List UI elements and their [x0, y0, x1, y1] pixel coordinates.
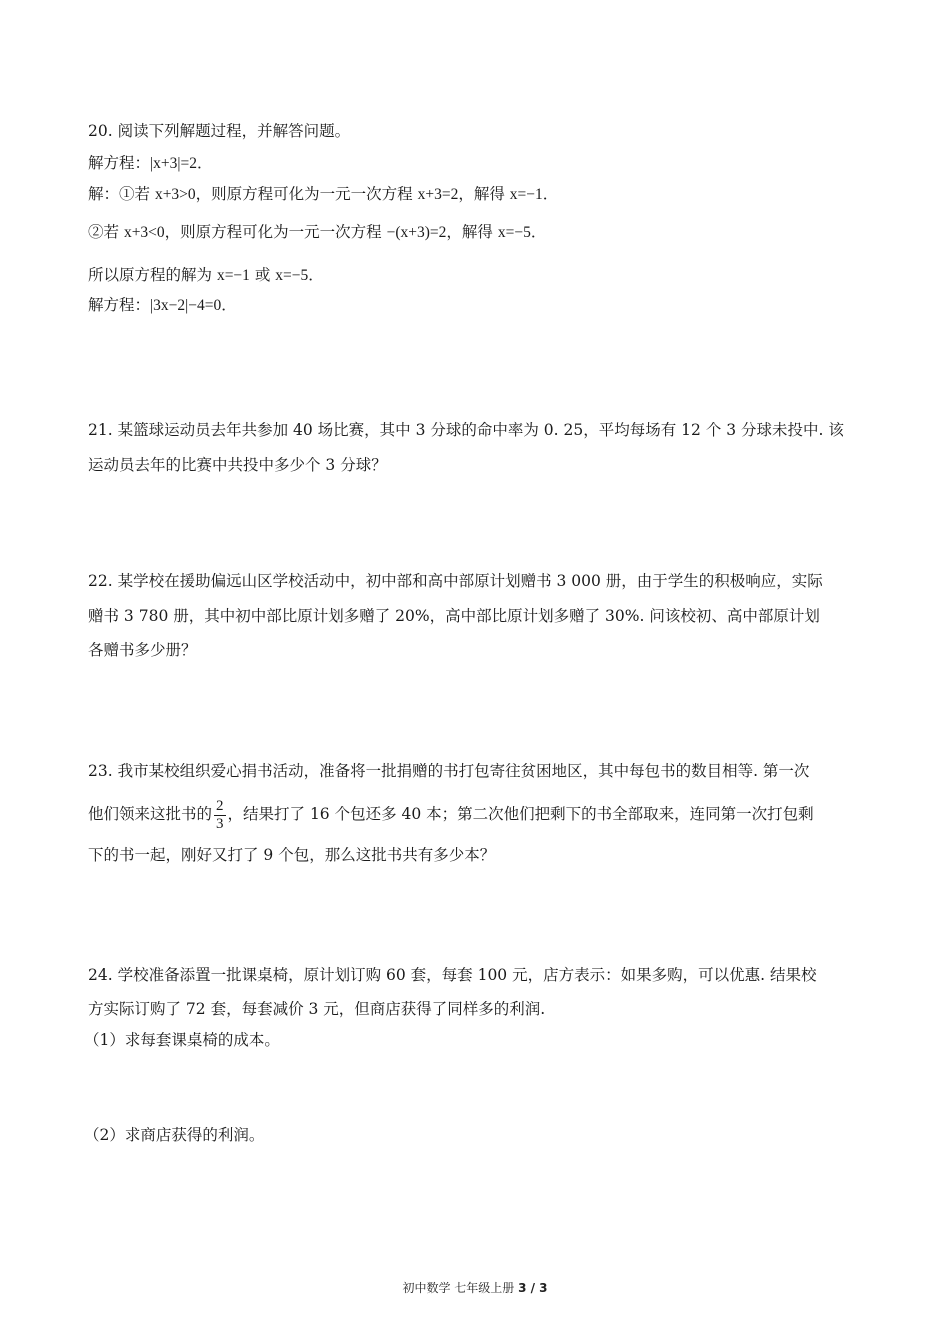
q21-line-1: 21. 某篮球运动员去年共参加 40 场比赛，其中 3 分球的命中率为 0. 25，平均每场有 12 个 3 分球未投中. 该: [88, 421, 844, 439]
q20-case1-result: x=−1．: [509, 186, 559, 203]
footer-label: 初中数学 七年级上册: [402, 1281, 519, 1295]
q20-example-prefix: 解方程：: [88, 154, 151, 172]
q20-case2-solve: ，解得: [446, 223, 498, 241]
q20-example: [88, 153, 212, 174]
q23-line-3: 下的书一起，刚好又打了 9 个包，那么这批书共有多少本？: [88, 846, 496, 864]
q20-case1-prefix: 解：①若: [88, 185, 155, 203]
q20-task-prefix: 解方程：: [88, 296, 151, 314]
q20-conclusion-prefix: 所以原方程的解为: [88, 266, 217, 284]
q24-part-1: （1）求每套课桌椅的成本。: [84, 1031, 280, 1049]
q20-conclusion-b: x=−5．: [275, 267, 324, 284]
q24-line-1: 24. 学校准备添置一批课桌椅，原计划订购 60 套，每套 100 元，店方表示：如果多购，可以优惠. 结果校: [88, 966, 817, 984]
q20-case2: [88, 222, 546, 243]
q23-line-2-suffix: ，结果打了 16 个包还多 40 本；第二次他们把剩下的书全部取来，连同第一次打包剩: [227, 805, 814, 823]
q20-case2-result: x=−5．: [497, 224, 547, 241]
fraction-numerator: 2: [216, 797, 224, 814]
q20-example-equation: |x+3|=2．: [150, 155, 213, 172]
q20-conclusion-a: x=−1: [216, 267, 250, 284]
q23-line-2-prefix: 他们领来这批书的: [88, 805, 213, 823]
q20-case1: [88, 184, 558, 205]
q22-line-3: 各赠书多少册？: [88, 641, 197, 659]
page-footer: [0, 1279, 950, 1296]
q20-task: [88, 295, 237, 316]
q21-line-2: 运动员去年的比赛中共投中多少个 3 分球？: [88, 456, 387, 474]
q20-case1-equation: x+3=2: [417, 186, 459, 203]
q20-case2-mid: ，则原方程可化为一元一次方程: [164, 223, 387, 241]
q24-part-2: （2）求商店获得的利润。: [84, 1126, 265, 1144]
q20-title: 20. 阅读下列解题过程，并解答问题。: [88, 122, 351, 140]
q23-line-1: 23. 我市某校组织爱心捐书活动，准备将一批捐赠的书打包寄往贫困地区，其中每包书的数目相等. 第一次: [88, 762, 810, 780]
q20-case2-equation: −(x+3)=2: [386, 224, 447, 241]
q22-line-1: 22. 某学校在援助偏远山区学校活动中，初中部和高中部原计划赠书 3 000 册，由于学生的积极响应，实际: [88, 572, 823, 590]
q20-case1-mid: ，则原方程可化为一元一次方程: [195, 185, 418, 203]
q20-conclusion-or: 或: [249, 266, 276, 284]
q20-case1-solve: ，解得: [458, 185, 510, 203]
page-number: 3 / 3: [518, 1281, 548, 1295]
q23-line-2: [88, 794, 814, 834]
q22-line-2: 赠书 3 780 册，其中初中部比原计划多赠了 20%，高中部比原计划多赠了 30%. 问该校初、高中部原计划: [88, 607, 820, 625]
fraction-two-thirds: [214, 798, 226, 833]
q20-conclusion: [88, 265, 324, 286]
q24-line-2: 方实际订购了 72 套，每套减价 3 元，但商店获得了同样多的利润.: [88, 1000, 546, 1018]
q20-task-equation: |3x−2|−4=0．: [150, 297, 237, 314]
q20-case2-prefix: ②若: [88, 223, 124, 241]
q20-case2-condition: x+3<0: [123, 224, 165, 241]
fraction-denominator: 3: [216, 815, 224, 832]
q20-case1-condition: x+3>0: [154, 186, 196, 203]
